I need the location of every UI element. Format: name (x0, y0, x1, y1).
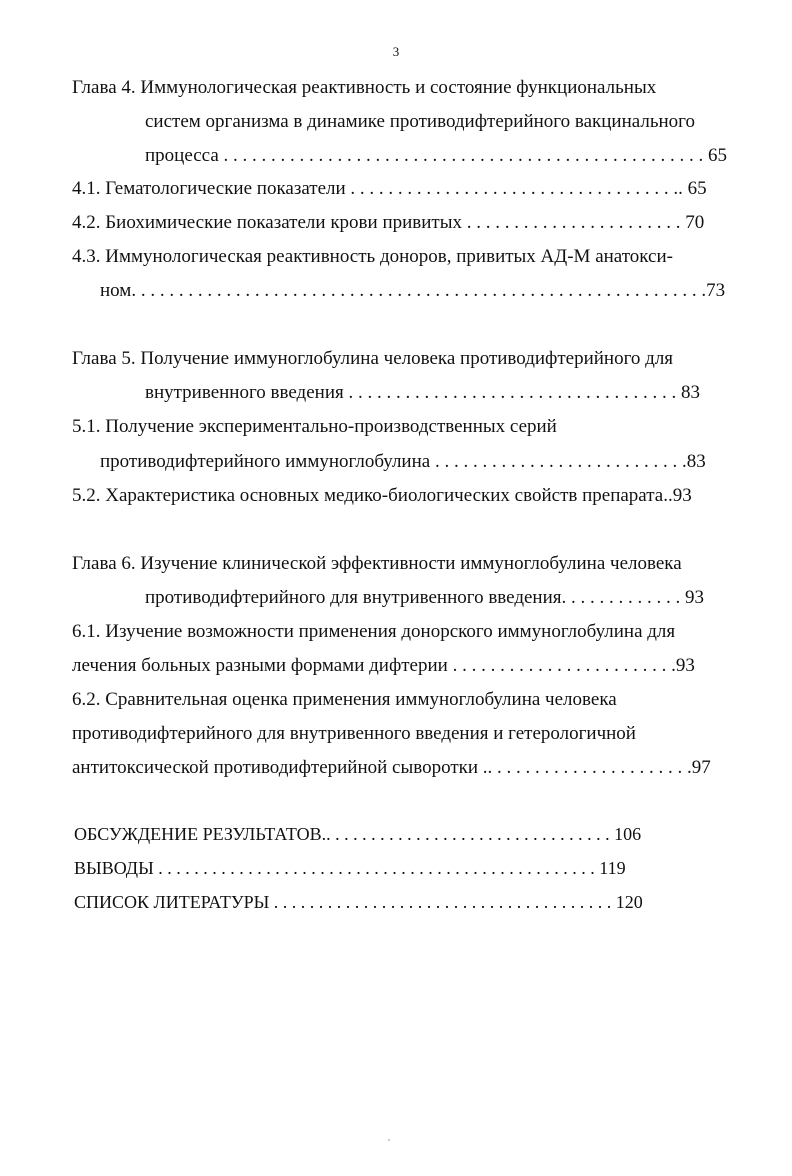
toc-section-5-2: 5.2. Характеристика основных медико-биологических свойств препарата..93 (72, 485, 692, 506)
toc-section-5-1-line-2: противодифтерийного иммуноглобулина . . . . . . . . . . . . . . . . . . . . . . . . . . .83 (100, 451, 706, 472)
toc-section-4-1: 4.1. Гематологические показатели . . . . . . . . . . . . . . . . . . . . . . . . . . . . . . . . . . .. 65 (72, 178, 707, 199)
toc-chapter-4-line-1: Глава 4. Иммунологическая реактивность и состояние функциональных (72, 77, 657, 98)
toc-section-4-3-line-1: 4.3. Иммунологическая реактивность доноров, привитых АД-М анатокси- (72, 246, 673, 267)
toc-chapter-5-line-1: Глава 5. Получение иммуноглобулина человека противодифтерийного для (72, 348, 674, 369)
toc-section-4-3-line-2: ном. . . . . . . . . . . . . . . . . . . . . . . . . . . . . . . . . . . . . . . . . . . . . . . . . . . . . . . . . . . . .73 (100, 280, 726, 301)
toc-section-4-2: 4.2. Биохимические показатели крови привитых . . . . . . . . . . . . . . . . . . . . . . . 70 (72, 212, 705, 233)
toc-section-6-2-line-1: 6.2. Сравнительная оценка применения иммуноглобулина человека (72, 689, 617, 710)
toc-chapter-6-line-2: противодифтерийного для внутривенного введения. . . . . . . . . . . . . 93 (145, 587, 705, 608)
toc-references: СПИСОК ЛИТЕРАТУРЫ . . . . . . . . . . . . . . . . . . . . . . . . . . . . . . . . . . . . . . 120 (74, 892, 643, 912)
toc-chapter-5-line-2: внутривенного введения . . . . . . . . . . . . . . . . . . . . . . . . . . . . . . . . . . . 83 (145, 382, 700, 403)
toc-section-6-1-line-1: 6.1. Изучение возможности применения донорского иммуноглобулина для (72, 621, 676, 642)
toc-conclusions: ВЫВОДЫ . . . . . . . . . . . . . . . . . . . . . . . . . . . . . . . . . . . . . . . . . . . . . . . . . 119 (74, 858, 626, 878)
toc-chapter-4-line-2: систем организма в динамике противодифтерийного вакцинального (145, 111, 695, 132)
page-number: 3 (392, 44, 400, 59)
toc-section-6-2-line-2: противодифтерийного для внутривенного введения и гетерологичной (72, 723, 636, 744)
scan-speck (388, 1139, 390, 1141)
toc-chapter-6-line-1: Глава 6. Изучение клинической эффективности иммуноглобулина человека (72, 553, 682, 574)
toc-section-5-1-line-1: 5.1. Получение экспериментально-производственных серий (72, 416, 557, 437)
toc-discussion: ОБСУЖДЕНИЕ РЕЗУЛЬТАТОВ.. . . . . . . . . . . . . . . . . . . . . . . . . . . . . . . . 106 (74, 824, 642, 844)
toc-section-6-1-line-2: лечения больных разными формами дифтерии . . . . . . . . . . . . . . . . . . . . . . . .93 (72, 655, 695, 676)
toc-section-6-2-line-3: антитоксической противодифтерийной сыворотки .. . . . . . . . . . . . . . . . . . . . . .97 (72, 757, 711, 778)
toc-chapter-4-line-3: процесса . . . . . . . . . . . . . . . . . . . . . . . . . . . . . . . . . . . . . . . . . . . . . . . . . . . 65 (145, 145, 728, 166)
